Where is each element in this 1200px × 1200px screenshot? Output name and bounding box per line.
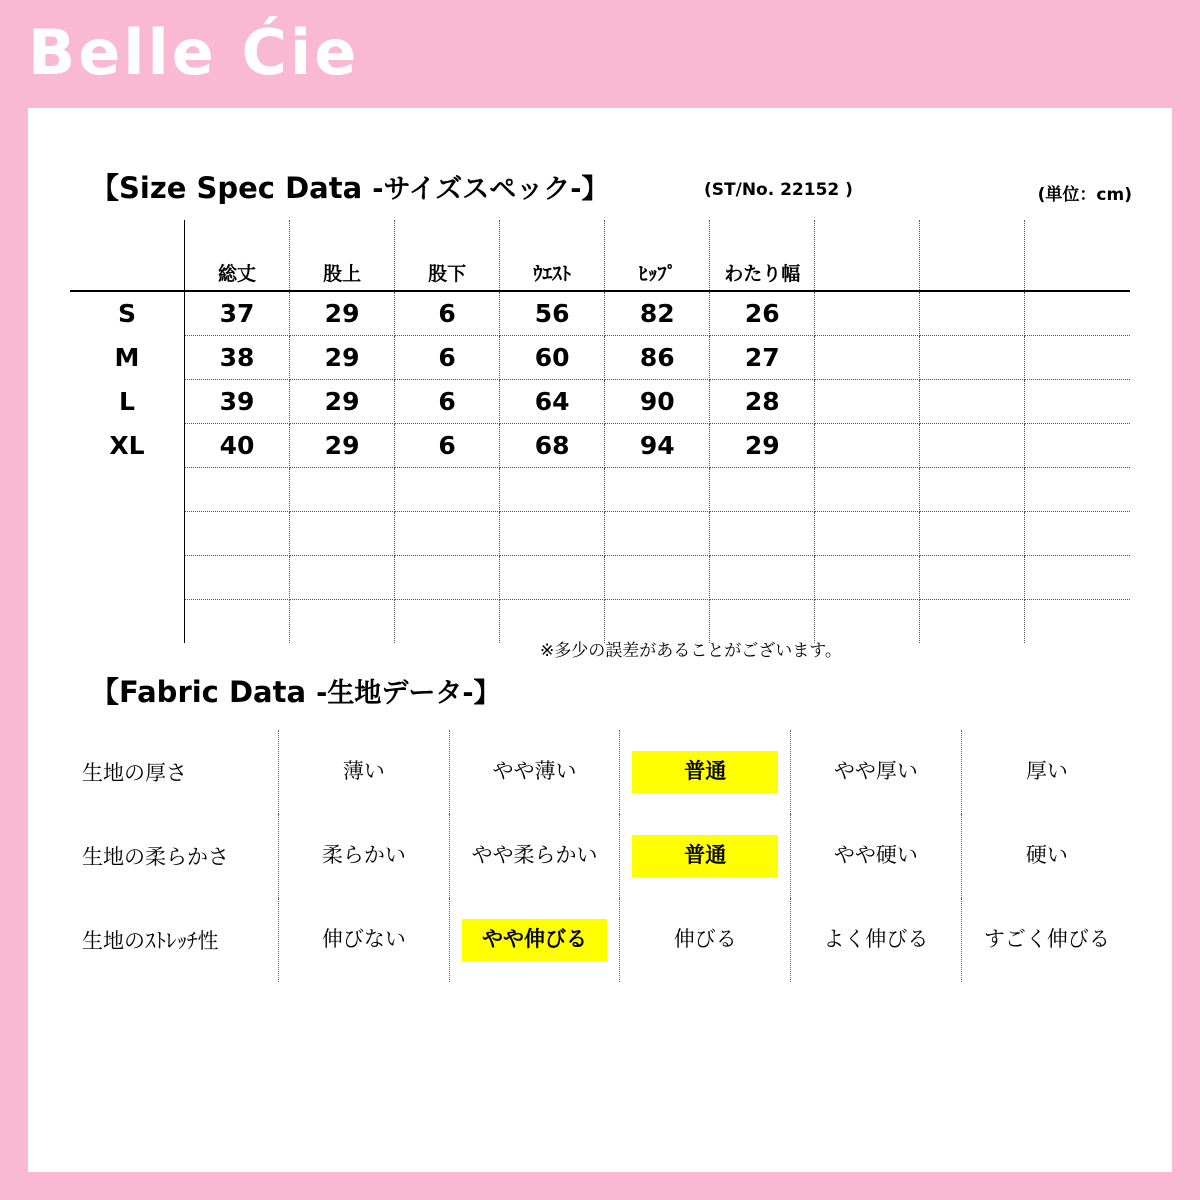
cell-value (815, 336, 920, 380)
cell-value: 28 (710, 380, 815, 424)
cell-value: 90 (605, 380, 710, 424)
cell-value (185, 556, 290, 600)
table-row (70, 424, 1130, 468)
header-cell: わたり幅 (710, 220, 815, 291)
cell-value: 29 (710, 424, 815, 468)
cell-value (815, 556, 920, 600)
cell-value (920, 380, 1025, 424)
cell-value (1025, 424, 1130, 468)
fabric-option-label: 薄い (342, 759, 385, 784)
row-size-label: S (70, 291, 185, 336)
fabric-option[interactable] (961, 730, 1132, 814)
fabric-row-thickness (72, 730, 1132, 814)
cell-value (605, 556, 710, 600)
fabric-option-label: やや薄い (492, 759, 577, 784)
cell-value (290, 600, 395, 644)
table-row (70, 336, 1130, 380)
table-header-row (70, 220, 1130, 291)
size-spec-table (70, 220, 1130, 643)
cell-value: 68 (500, 424, 605, 468)
cell-value: 64 (500, 380, 605, 424)
fabric-option-label: 厚い (1025, 759, 1068, 784)
cell-value (920, 291, 1025, 336)
cell-value (185, 600, 290, 644)
fabric-option[interactable] (791, 898, 962, 982)
header-cell: 股上 (290, 220, 395, 291)
tolerance-note: ※多少の誤差があることがございます。 (540, 641, 842, 661)
fabric-option[interactable] (791, 730, 962, 814)
fabric-option-label: やや伸びる (462, 919, 608, 960)
fabric-option-label: やや硬い (833, 843, 918, 868)
fabric-option[interactable] (449, 730, 620, 814)
header-cell (70, 220, 185, 291)
size-spec-heading-jp: -サイズスペック-】 (372, 174, 609, 205)
table-row (70, 468, 1130, 512)
cell-value (500, 556, 605, 600)
cell-value (710, 556, 815, 600)
row-size-label (70, 468, 185, 512)
cell-value (395, 600, 500, 644)
cell-value: 39 (185, 380, 290, 424)
fabric-option[interactable] (961, 814, 1132, 898)
cell-value (1025, 468, 1130, 512)
cell-value (1025, 512, 1130, 556)
table-row (70, 291, 1130, 336)
cell-value: 26 (710, 291, 815, 336)
header-cell: ｳｴｽﾄ (500, 220, 605, 291)
fabric-option-label: やや厚い (833, 759, 918, 784)
cell-value (920, 556, 1025, 600)
cell-value: 27 (710, 336, 815, 380)
cell-value (815, 468, 920, 512)
cell-value (920, 468, 1025, 512)
fabric-option[interactable] (279, 898, 450, 982)
fabric-option[interactable] (620, 898, 791, 982)
cell-value (920, 336, 1025, 380)
fabric-option-label: 柔らかい (321, 843, 406, 868)
cell-value (500, 468, 605, 512)
fabric-row-label: 生地のｽﾄﾚｯﾁ性 (72, 898, 279, 982)
cell-value (710, 468, 815, 512)
spec-sheet (28, 108, 1172, 1172)
cell-value (920, 424, 1025, 468)
header-cell (920, 220, 1025, 291)
cell-value (290, 556, 395, 600)
fabric-option[interactable] (791, 814, 962, 898)
row-size-label: XL (70, 424, 185, 468)
cell-value (605, 468, 710, 512)
cell-value (290, 512, 395, 556)
fabric-data-heading (90, 670, 501, 711)
fabric-option-label: 伸びる (673, 927, 737, 952)
cell-value (1025, 600, 1130, 644)
fabric-heading-en: 【Fabric Data (90, 675, 317, 709)
style-number: (ST/No. 22152 ) (704, 180, 853, 200)
cell-value (815, 291, 920, 336)
size-spec-heading-en: 【Size Spec Data (90, 171, 373, 205)
cell-value (1025, 380, 1130, 424)
cell-value (395, 468, 500, 512)
fabric-option-selected[interactable] (620, 814, 791, 898)
fabric-heading-jp: -生地データ-】 (316, 678, 501, 709)
header-cell (1025, 220, 1130, 291)
fabric-option-selected[interactable] (449, 898, 620, 982)
fabric-option[interactable] (279, 730, 450, 814)
fabric-option[interactable] (279, 814, 450, 898)
header-cell (815, 220, 920, 291)
fabric-option-label: すごく伸びる (983, 927, 1110, 952)
fabric-row-stretch (72, 898, 1132, 982)
fabric-option[interactable] (449, 814, 620, 898)
fabric-option-label: 普通 (632, 751, 778, 792)
cell-value: 37 (185, 291, 290, 336)
fabric-option-label: やや柔らかい (471, 843, 598, 868)
cell-value (815, 424, 920, 468)
row-size-label: M (70, 336, 185, 380)
cell-value: 82 (605, 291, 710, 336)
row-size-label (70, 556, 185, 600)
fabric-option-selected[interactable] (620, 730, 791, 814)
fabric-data-table (72, 730, 1132, 982)
cell-value: 40 (185, 424, 290, 468)
fabric-option-label: 伸びない (321, 927, 406, 952)
cell-value (1025, 336, 1130, 380)
cell-value: 94 (605, 424, 710, 468)
cell-value: 29 (290, 380, 395, 424)
row-size-label (70, 512, 185, 556)
cell-value: 38 (185, 336, 290, 380)
table-row (70, 380, 1130, 424)
fabric-option-label: よく伸びる (823, 927, 929, 952)
cell-value: 60 (500, 336, 605, 380)
cell-value (395, 556, 500, 600)
cell-value (1025, 291, 1130, 336)
cell-value: 56 (500, 291, 605, 336)
cell-value: 6 (395, 424, 500, 468)
cell-value (815, 512, 920, 556)
cell-value: 6 (395, 336, 500, 380)
cell-value (185, 468, 290, 512)
cell-value: 29 (290, 336, 395, 380)
table-row (70, 556, 1130, 600)
cell-value (920, 512, 1025, 556)
cell-value: 6 (395, 291, 500, 336)
fabric-option-label: 普通 (632, 835, 778, 876)
unit-label: (単位：cm) (1037, 185, 1132, 205)
cell-value (290, 468, 395, 512)
cell-value (605, 512, 710, 556)
brand-logo: Belle Ćie (28, 16, 360, 89)
fabric-row-label: 生地の厚さ (72, 730, 279, 814)
cell-value: 86 (605, 336, 710, 380)
cell-value (395, 512, 500, 556)
header-cell: 股下 (395, 220, 500, 291)
cell-value (1025, 556, 1130, 600)
cell-value (500, 512, 605, 556)
fabric-row-label: 生地の柔らかさ (72, 814, 279, 898)
table-row (70, 512, 1130, 556)
size-spec-heading (90, 166, 609, 207)
header-cell: ﾋｯﾌﾟ (605, 220, 710, 291)
row-size-label (70, 600, 185, 644)
fabric-option-label: 硬い (1025, 843, 1068, 868)
cell-value (710, 512, 815, 556)
fabric-row-softness (72, 814, 1132, 898)
cell-value: 29 (290, 424, 395, 468)
cell-value: 29 (290, 291, 395, 336)
cell-value: 6 (395, 380, 500, 424)
header-cell: 総丈 (185, 220, 290, 291)
cell-value (815, 380, 920, 424)
row-size-label: L (70, 380, 185, 424)
cell-value (920, 600, 1025, 644)
fabric-option[interactable] (961, 898, 1132, 982)
cell-value (185, 512, 290, 556)
